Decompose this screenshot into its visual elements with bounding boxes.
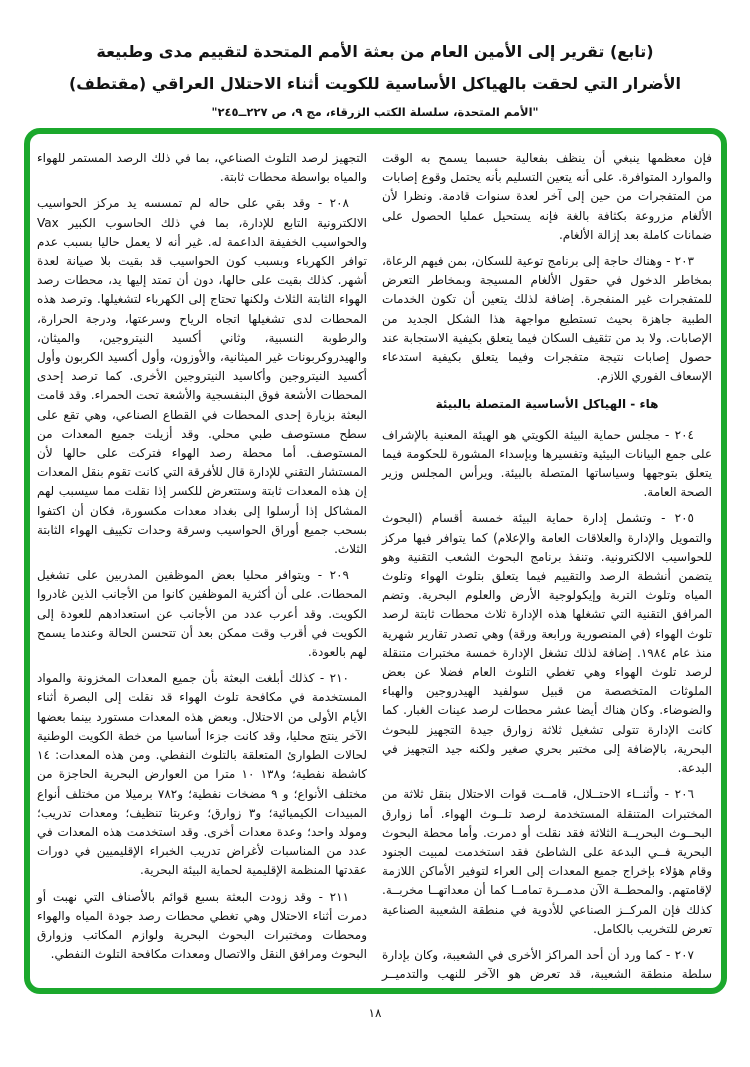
paragraph-210: ٢١٠ - كذلك أبلغت البعثة بأن جميع المعدات المخزونة والمواد المستخدمة في مكافحة تلوث الهواء قد نقلت إلى البصرة أثناء الأيام الأولى من الاحتلال. وبعض هذه المعدات مستورد بينما بعضها الآخر ينتج محليا، وقد كانت جزءا أساسيا من خطة الكويت الوطنية لحالات الطوارئ المتعلقة بالتلوث النفطي. ومن هذه المعدات: ١٤ كاشطة نفطية؛ و١٣٨ ١٠ مترا من العوارض البحرية الحاجزة من مختلف الأنواع؛ و ٩ مضخات نفطية؛ و٧٨٢ برميلا من مختلف أنواع المبيدات الكيميائية؛ و٣ زوارق؛ وعربتا تنظيف؛ ومعدات تدريب؛ ومولد واحد؛ وعدة معدات أخرى. وقد استخدمت هذه المعدات في عدد من المناسبات لأغراض تدريب الخبراء الإقليميين في دورات عقدتها المنظمة الإقليمية لحماية البيئة البحرية. xyxy=(37,671,368,878)
column-left xyxy=(37,149,367,988)
content-frame-border xyxy=(24,128,727,994)
page-number: ١٨ xyxy=(368,1006,382,1020)
paragraph-204: ٢٠٤ - مجلس حماية البيئة الكويتي هو الهيئة المعنية بالإشراف على جمع البيانات البيئية وتفسيرها وبإسداء المشورة للحكومة فيما يتعلق بتوجهها وسياساتها المتصلة بالبيئة. ويرأس المجلس وزير الصحة العامة. xyxy=(382,427,712,500)
paragraph-203: ٢٠٣ - وهناك حاجة إلى برنامج توعية للسكان، بمن فيهم الرعاة، بمخاطر الدخول في حقول الألغام المسيجة وبمخاطر التعرض للمتفجرات غير المنفجرة. إضافة لذلك يتعين أن تكون الخدمات الطبية جاهزة بحيث تستطيع مواجهة هذا الشكل الجديد من الإصابات. ولا بد من تثقيف السكان فيما يتعلق بكيفية الاستجابة عند حصول إصابات نتيجة متفجرات وفيما يتعلق بكيفية استدعاء الإسعاف الفوري اللازم. xyxy=(382,254,712,384)
paragraph-206: ٢٠٦ - وأثنــاء الاحتــلال، قامــت قوات الاحتلال بنقل ثلاثة من المختبرات المتنقلة المستخدمة لرصد تلــوث الهواء. أما زوارق البحــوث البحريــة الثلاثة فقد نقلت أو دمرت. وأما محطة البحوث البحرية فــي البدعة على الشاطئ فقد استخدمت لمبيت الجنود وقام هؤلاء بإخراج جميع المعدات إلى العراء لتوفير الأماكن اللازمة لإقامتهم. والمحطــة الآن مدمــرة تمامــا كما أن معداتهــا مخربــة. كذلك فإن المركــز الصناعي للأدوية في منطقة الشعيبة الصناعية تعرض للتخريب بالكامل. xyxy=(382,787,712,936)
paragraph-205: ٢٠٥ - وتشمل إدارة حماية البيئة خمسة أقسام (البحوث والتمويل والإدارة والعلاقات العامة والإعلام) كما يتوافر فيها مركز للحواسيب الالكترونية. وتنفذ برنامج البحوث الشعب التقنية وهو يتضمن أنشطة الرصد والتقييم فيما يتعلق بتلوث الهواء وتلوث المياه وتلوث التربة وإيكولوجية الأرض والعلوم البحرية. وتضم المرافق التقنية التي تشغلها هذه الإدارة ثلاث محطات ثابتة لرصد تلوث الهواء (في المنصورية ورابعة ورقة) وهي تصدر تقارير شهرية منذ عام ١٩٨٤. إضافة لذلك تشغل الإدارة خمسة مختبرات متنقلة لرصد تلوث الهواء وهي تغطي التلوث العام فضلا عن بعض الملوثات المتخصصة من قبيل سولفيد الهيدروجين والهباء والضوضاء. وكان هناك أيضا عشر محطات لرصد عينات الغبار. كما كانت الإدارة تتولى تشغيل ثلاثة زوارق جيدة التجهيز للبحوث البحرية، بالإضافة إلى مختبر بحري صغير ولكنه جيد التجهيز في البدعة. xyxy=(382,511,712,776)
paragraph-211: ٢١١ - وقد زودت البعثة بسبع قوائم بالأصناف التي نهبت أو دمرت أثناء الاحتلال وهي تغطي محطات رصد جودة المياه والهواء ومحطات ومختبرات البحوث البحرية ولوازم المكاتب وزوارق البحوث ومرافق النقل والاتصال ومعدات مكافحة التلوث النفطي. xyxy=(37,889,367,962)
paragraph-208: ٢٠٨ - وقد بقي على حاله لم تمسسه يد مركز الحواسيب الالكترونية التابع للإدارة، بما في ذلك الحاسوب الكبير Vax والحواسيب الخفيفة الداعمة له. غير أنه لا يعمل حاليا بسبب عدم توافر الكهرباء وبسبب كون الحواسيب قد بقيت بلا صيانة لعدة أشهر. كذلك بقيت على حالها، دون أن تمتد إليها يد، محطات رصد الهواء الثابتة الثلاث ولكنها تحتاج إلى الكهرباء لتشغيلها. وترصد هذه المحطات لدى تشغيلها اتجاه الرياح وسرعتها، ودرجة الحرارة، والرطوبة النسبية، وثاني أكسيد النيتروجين، والميثان، والهيدروكربونات غير الميثانية، والأوزون، وأول أكسيد الكربون وأول أكسيد النيتروجين وأكاسيد النيتروجين الأخرى. كما ترصد إحدى المحطات الأشعة فوق البنفسجية والأشعة تحت الحمراء. وقد قامت البعثة بزيارة إحدى المحطات في القطاع الصناعي، وهي تقع على سطح مستوصف طبي محلي. وقد أزيلت جميع المعدات من المستوصف. أما محطة رصد الهواء فتركت على حالها لأن المستشار التقني للإدارة قال للأفرقة التي كانت تقوم بنقل المعدات إن هذه المعدات ثابتة وستتعرض للكسر إذا نقلت مما سيسبب لهم المشاكل إذا أرسلوا إلى بغداد معدات مكسورة، فكان أن اكتفوا بسحب جميع أوراق الحواسيب وسرقة وحدات تكييف الهواء الثابتة الثلاث. xyxy=(37,196,367,557)
document-title-line-2: الأضرار التي لحقت بالهياكل الأساسية للكويت أثناء الاحتلال العراقي (مقتطف) xyxy=(68,74,682,93)
paragraph-207-continuation: التجهيز لرصد التلوث الصناعي، بما في ذلك الرصد المستمر للهواء والمياه بواسطة محطات ثابتة. xyxy=(37,151,367,185)
paragraph-209: ٢٠٩ - ويتوافر محليا بعض الموظفين المدربين على تشغيل المحطات. على أن أكثرية الموظفين كانوا من الأجانب الذين غادروا الكويت. وقد أعرب عدد من الأجانب عن استعدادهم للعودة إلى الكويت في أقرب وقت ممكن بعد أن تتحسن الحالة وعندما يسمح لهم بالعودة. xyxy=(37,568,367,660)
section-heading-environment-infrastructure: هاء - الهياكل الأساسية المتصلة بالبيئة xyxy=(435,397,659,412)
document-title-line-1: (تابع) تقرير إلى الأمين العام من بعثة الأمم المتحدة لتقييم مدى وطبيعة xyxy=(96,42,654,61)
paragraph-202-continuation: فإن معظمها ينبغي أن ينظف بفعالية حسبما يسمح به الوقت والموارد المتوافرة. على أنه يتعين التسليم بأنه يحتمل وقوع إصابات من المتفجرات من حين إلى آخر لعدة سنوات قادمة. ونظرا لأن الألغام مزروعة بكثافة بالغة فإنه يستحيل عمليا الحصول على ضمانات كاملة بعد إزالة الألغام. xyxy=(382,151,712,242)
document-source-citation: "الأمم المتحدة، سلسلة الكتب الزرقاء، مج ٩، ص ٢٢٧ــ٢٤٥" xyxy=(211,105,539,119)
document-header xyxy=(0,36,750,119)
column-right xyxy=(382,149,712,994)
paragraph-207: ٢٠٧ - كما ورد أن أحد المراكز الأخرى في الشعيبة، وكان بإدارة سلطة منطقة الشعيبة، قد تعرض هو الآخر للنهب والتدميــر بالكامــل. وكان هذا المركز يضم عدة مختبرات كاملة xyxy=(382,947,712,994)
